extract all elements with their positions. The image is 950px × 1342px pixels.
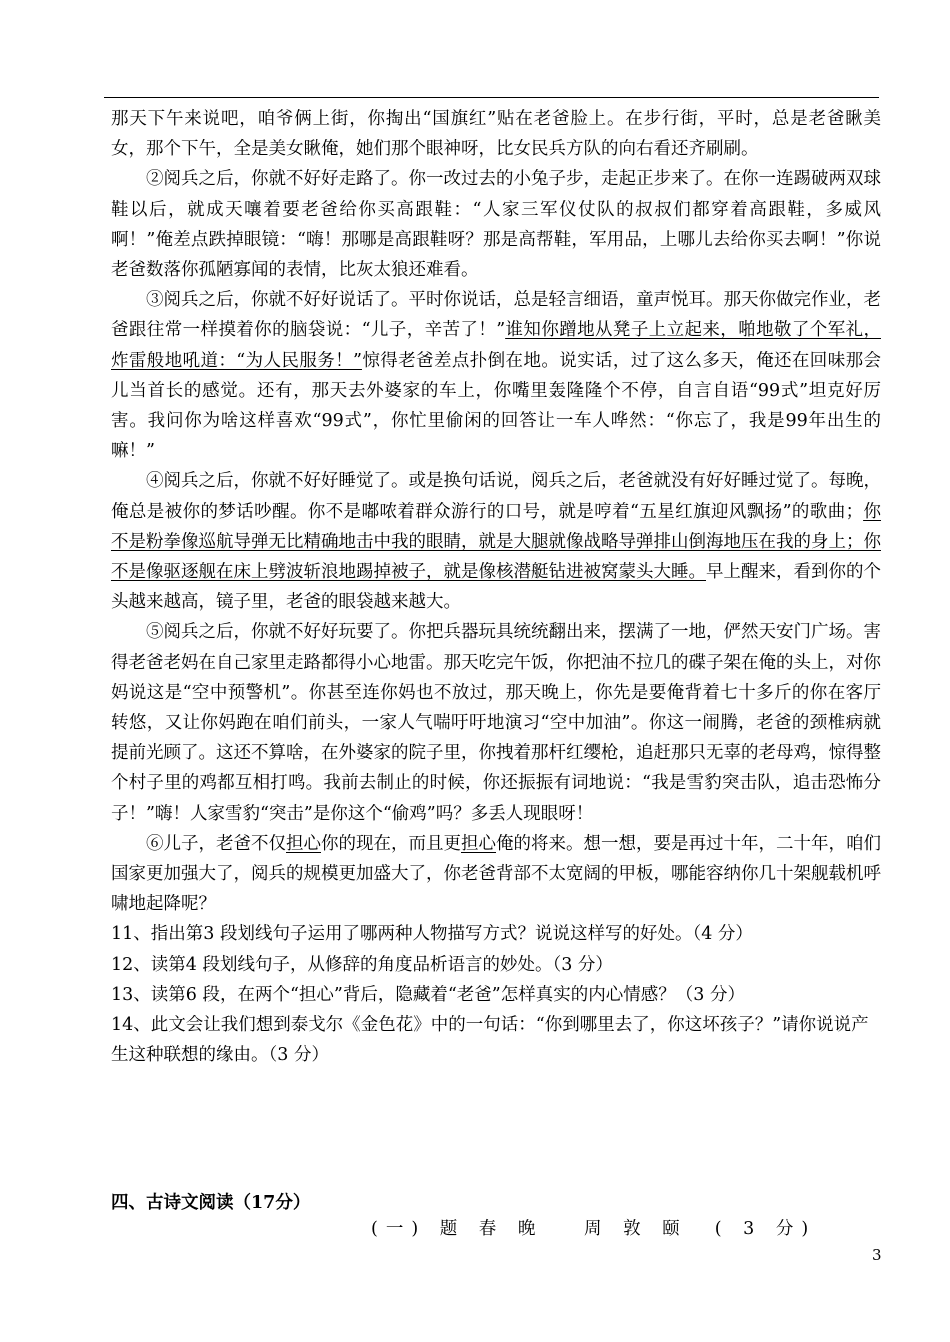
poem-subtitle: (一) 题 春 晚 周 敦 颐 ( 3 分) [371,1219,817,1239]
article-body [111,104,881,1071]
question-13: 13、读第6 段，在两个“担心”背后，隐藏着“老爸”怎样真实的内心情感？（3 分） [111,984,745,1005]
paragraph-6-text-b: 你的现在，而且更 [321,833,461,854]
header-rule [104,97,879,98]
paragraph-6-text-a: ⑥儿子，老爸不仅 [146,833,286,854]
paragraph-3-text-b: 惊得老爸差点扑倒在地。说实话，过了这么多天，俺还在回味那会儿当首长的感觉。还有，那天去外婆家的车上，你嘴里轰隆隆个不停，自言自语“99式”坦克好厉害。我问你为啥这样喜欢“99式”，你忙里偷闲的回答让一车人哗然：“你忘了，我是99年出生的嘛！” [111,350,881,462]
paragraph-6-underlined-word-1: 担心 [286,833,321,854]
section-title: 四、古诗文阅读（17分） [111,1193,311,1213]
paragraph-3 [111,285,881,466]
paragraph-4 [111,466,881,617]
paragraph-4-text-a: ④阅兵之后，你就不好好睡觉了。或是换句话说，阅兵之后，老爸就没有好好睡过觉了。每晚，俺总是被你的梦话吵醒。你不是嘟哝着群众游行的口号，就是哼着“五星红旗迎风飘扬”的歌曲； [111,471,881,522]
paragraph-4-underlined-sentence: 你不是粉拳像巡航导弹无比精确地击中我的眼睛，就是大腿就像战略导弹排山倒海地压在我的身上；你不是像驱逐舰在床上劈波斩浪地踢掉被子，就是像核潜艇钻进被窝蒙头大睡。 [111,501,882,583]
paragraph-6-underlined-word-2: 担心 [461,833,496,854]
question-12: 12、读第4 段划线句子，从修辞的角度品析语言的妙处。（3 分） [111,954,613,975]
paragraph-1-continued: 那天下午来说吧，咱爷俩上街，你掏出“国旗红”贴在老爸脸上。在步行街，平时，总是老爸瞅美女，那个下午，全是美女瞅俺，她们那个眼神呀，比女民兵方队的向右看还齐刷刷。 [111,109,881,160]
paragraph-6-text-c: 俺的将来。想一想，要是再过十年，二十年，咱们国家更加强大了，阅兵的规模更加盛大了，你老爸背部不太宽阔的甲板，哪能容纳你几十架舰载机呼啸地起降呢？ [111,833,881,915]
paragraph-3-text-a: ③阅兵之后，你就不好好说话了。平时你说话，总是轻言细语，童声悦耳。那天你做完作业，老爸跟往常一样摸着你的脑袋说：“儿子，辛苦了！” [111,290,881,341]
question-14: 14、此文会让我们想到泰戈尔《金色花》中的一句话：“你到哪里去了，你这坏孩子？”请你说说产生这种联想的缘由。（3 分） [111,1015,869,1066]
paragraph-5: ⑤阅兵之后，你就不好好玩要了。你把兵器玩具统统翻出来，摆满了一地，俨然天安门广场。害得老爸老妈在自己家里走路都得小心地雷。那天吃完午饭，你把油不拉几的碟子架在俺的头上，对你妈说这是“空中预警机”。你甚至连你妈也不放过，那天晚上，你先是要俺背着七十多斤的你在客厅转悠，又让你妈跑在咱们前头，一家人气喘吁吁地演习“空中加油”。你这一闹腾，老爸的颈椎病就提前光顾了。这还不算啥，在外婆家的院子里，你拽着那杆红缨枪，追赶那只无辜的老母鸡，惊得整个村子里的鸡都互相打鸣。我前去制止的时候，你还振振有词地说：“我是雪豹突击队，追击恐怖分子！”嗨！人家雪豹“突击”是你这个“偷鸡”吗？多丢人现眼呀！ [111,622,881,824]
paragraph-4-text-b: 早上醒来，看到你的个头越来越高，镜子里，老爸的眼袋越来越大。 [111,562,881,613]
paragraph-2: ②阅兵之后，你就不好好走路了。你一改过去的小兔子步，走起正步来了。在你一连踢破两双球鞋以后，就成天嚷着要老爸给你买高跟鞋：“人家三军仪仗队的叔叔们都穿着高跟鞋，多威风啊！”俺差点跌掉眼镜：“嗨！那哪是高跟鞋呀？那是高帮鞋，军用品，上哪儿去给你买去啊！”你说老爸数落你孤陋寡闻的表情，比灰太狼还难看。 [111,169,881,281]
page-number: 3 [872,1246,882,1264]
question-11: 11、指出第3 段划线句子运用了哪两种人物描写方式？说说这样写的好处。（4 分） [111,924,753,945]
paragraph-3-underlined-sentence: 谁知你蹭地从凳子上立起来，啪地敬了个军礼，炸雷般地吼道：“为人民服务！” [111,320,881,371]
paragraph-6 [111,829,881,920]
